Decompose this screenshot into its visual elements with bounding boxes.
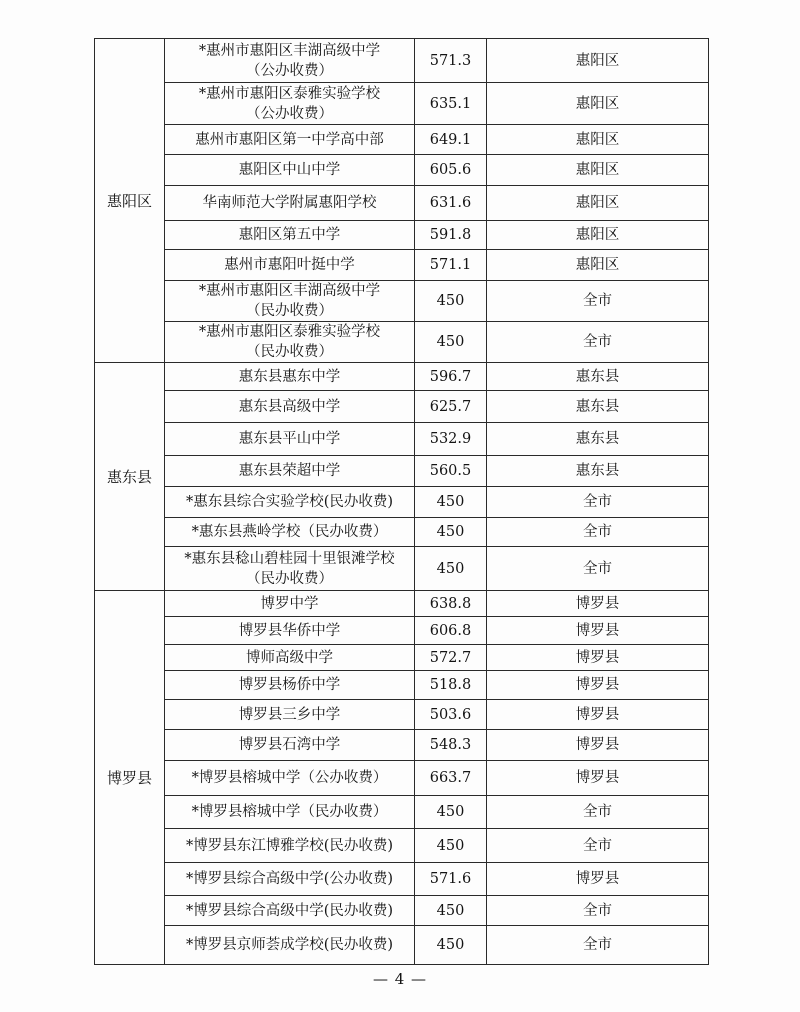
school-cell [165, 700, 415, 730]
table-row [95, 456, 709, 487]
school-cell [165, 591, 415, 617]
table-row [95, 896, 709, 926]
enrollment-scope-cell: 全市 [487, 322, 709, 363]
table-row [95, 125, 709, 155]
score-cell: 631.6 [415, 186, 487, 221]
enrollment-scope-cell: 博罗县 [487, 671, 709, 700]
enrollment-scope-cell: 全市 [487, 926, 709, 965]
score-cell: 450 [415, 829, 487, 863]
score-cell: 450 [415, 926, 487, 965]
school-name-line: 博罗中学 [260, 595, 319, 612]
score-cell: 605.6 [415, 155, 487, 186]
school-cell [165, 617, 415, 645]
table-row [95, 591, 709, 617]
enrollment-scope-cell: 惠阳区 [487, 125, 709, 155]
enrollment-scope-cell: 博罗县 [487, 761, 709, 796]
table-row [95, 39, 709, 83]
enrollment-scope-cell: 惠阳区 [487, 83, 709, 125]
school-name-line: 博罗县三乡中学 [238, 706, 341, 723]
school-name-line: *博罗县京师荟成学校(民办收费) [185, 937, 394, 953]
school-cell [165, 221, 415, 250]
score-cell: 450 [415, 547, 487, 591]
school-cell [165, 518, 415, 547]
school-cell [165, 322, 415, 363]
school-name-line: （民办收费） [246, 570, 333, 587]
school-cell [165, 645, 415, 671]
school-name-line: 博师高级中学 [246, 649, 333, 666]
school-cell [165, 281, 415, 322]
school-cell [165, 761, 415, 796]
table-row [95, 700, 709, 730]
enrollment-scope-cell: 全市 [487, 547, 709, 591]
table-row [95, 281, 709, 322]
enrollment-scope-cell: 惠阳区 [487, 39, 709, 83]
enrollment-scope-cell: 惠阳区 [487, 221, 709, 250]
school-cell [165, 125, 415, 155]
school-cell [165, 363, 415, 391]
school-cell [165, 250, 415, 281]
table-row [95, 221, 709, 250]
table-row [95, 730, 709, 761]
district-cell: 博罗县 [95, 591, 165, 965]
school-name-line: 惠州市惠阳区第一中学高中部 [195, 131, 384, 148]
score-cell: 591.8 [415, 221, 487, 250]
enrollment-scope-cell: 博罗县 [487, 617, 709, 645]
table-row [95, 423, 709, 456]
score-cell: 560.5 [415, 456, 487, 487]
enrollment-scope-cell: 惠东县 [487, 391, 709, 423]
school-name-line: （民办收费） [246, 303, 333, 319]
school-cell [165, 671, 415, 700]
school-name-line: *惠东县稔山碧桂园十里银滩学校 [184, 550, 395, 567]
district-cell: 惠东县 [95, 363, 165, 591]
school-cell [165, 39, 415, 83]
school-cell [165, 487, 415, 518]
enrollment-scope-cell: 博罗县 [487, 700, 709, 730]
score-cell: 450 [415, 518, 487, 547]
school-cell [165, 730, 415, 761]
table-row [95, 186, 709, 221]
school-name-line: 博罗县杨侨中学 [238, 677, 341, 693]
school-name-line: *惠州市惠阳区丰湖高级中学 [198, 42, 381, 59]
score-cell: 450 [415, 322, 487, 363]
table-row [95, 926, 709, 965]
school-name-line: 惠阳区第五中学 [238, 227, 341, 243]
school-name-line: *惠州市惠阳区泰雅实验学校 [198, 85, 381, 102]
page-number: — 4 — [372, 970, 428, 988]
score-cell: 450 [415, 487, 487, 518]
enrollment-scope-cell: 全市 [487, 281, 709, 322]
enrollment-scope-cell: 全市 [487, 518, 709, 547]
school-name-line: 惠东县惠东中学 [238, 368, 341, 385]
table-row [95, 518, 709, 547]
enrollment-scope-cell: 惠东县 [487, 456, 709, 487]
score-cell: 625.7 [415, 391, 487, 423]
school-name-line: （民办收费） [246, 344, 333, 360]
enrollment-scope-cell: 惠东县 [487, 423, 709, 456]
score-cell: 532.9 [415, 423, 487, 456]
school-name-line: *博罗县榕城中学（民办收费） [191, 804, 388, 820]
school-cell [165, 547, 415, 591]
table-row [95, 617, 709, 645]
school-cell [165, 186, 415, 221]
score-cell: 571.3 [415, 39, 487, 83]
table-row [95, 155, 709, 186]
school-name-line: 博罗县华侨中学 [238, 622, 341, 639]
table-row [95, 487, 709, 518]
school-name-line: *惠东县综合实验学校(民办收费) [185, 494, 394, 510]
table-row [95, 761, 709, 796]
school-name-line: *博罗县榕城中学（公办收费） [191, 770, 388, 786]
score-cell: 606.8 [415, 617, 487, 645]
school-name-line: *惠州市惠阳区丰湖高级中学 [198, 283, 381, 299]
school-cell [165, 423, 415, 456]
admission-score-table [94, 38, 709, 965]
enrollment-scope-cell: 博罗县 [487, 591, 709, 617]
school-name-line: （公办收费） [246, 62, 333, 79]
school-name-line: （公办收费） [246, 105, 333, 122]
enrollment-scope-cell: 惠东县 [487, 363, 709, 391]
table-row [95, 796, 709, 829]
table-row [95, 645, 709, 671]
enrollment-scope-cell: 惠阳区 [487, 155, 709, 186]
table-row [95, 322, 709, 363]
score-cell: 571.6 [415, 863, 487, 896]
enrollment-scope-cell: 全市 [487, 896, 709, 926]
district-cell: 惠阳区 [95, 39, 165, 363]
score-cell: 450 [415, 281, 487, 322]
school-cell [165, 155, 415, 186]
score-cell: 571.1 [415, 250, 487, 281]
school-cell [165, 391, 415, 423]
enrollment-scope-cell: 惠阳区 [487, 250, 709, 281]
score-cell: 663.7 [415, 761, 487, 796]
school-cell [165, 863, 415, 896]
school-name-line: 惠州市惠阳叶挺中学 [224, 257, 355, 273]
enrollment-scope-cell: 博罗县 [487, 645, 709, 671]
enrollment-scope-cell: 全市 [487, 829, 709, 863]
score-cell: 503.6 [415, 700, 487, 730]
school-name-line: 惠阳区中山中学 [238, 162, 341, 178]
school-name-line: 惠东县高级中学 [238, 398, 341, 415]
enrollment-scope-cell: 惠阳区 [487, 186, 709, 221]
table-row [95, 671, 709, 700]
school-cell [165, 829, 415, 863]
score-cell: 450 [415, 896, 487, 926]
table-row [95, 863, 709, 896]
table-row [95, 250, 709, 281]
table-row [95, 83, 709, 125]
table-body [95, 39, 709, 965]
enrollment-scope-cell: 博罗县 [487, 730, 709, 761]
table-row [95, 547, 709, 591]
school-name-line: *惠东县燕岭学校（民办收费） [191, 524, 388, 540]
school-cell [165, 456, 415, 487]
school-name-line: 华南师范大学附属惠阳学校 [202, 195, 377, 211]
school-name-line: *博罗县东江博雅学校(民办收费) [185, 837, 394, 854]
school-name-line: 博罗县石湾中学 [238, 737, 341, 753]
school-cell [165, 896, 415, 926]
score-cell: 635.1 [415, 83, 487, 125]
table-row [95, 391, 709, 423]
table-row [95, 363, 709, 391]
score-cell: 450 [415, 796, 487, 829]
school-name-line: 惠东县荣超中学 [238, 463, 341, 479]
score-cell: 518.8 [415, 671, 487, 700]
school-cell [165, 796, 415, 829]
score-cell: 649.1 [415, 125, 487, 155]
school-name-line: 惠东县平山中学 [238, 431, 341, 447]
score-cell: 548.3 [415, 730, 487, 761]
enrollment-scope-cell: 博罗县 [487, 863, 709, 896]
school-cell [165, 83, 415, 125]
enrollment-scope-cell: 全市 [487, 796, 709, 829]
school-name-line: *博罗县综合高级中学(民办收费) [185, 902, 394, 919]
table-row [95, 829, 709, 863]
score-cell: 572.7 [415, 645, 487, 671]
enrollment-scope-cell: 全市 [487, 487, 709, 518]
school-name-line: *惠州市惠阳区泰雅实验学校 [198, 324, 381, 340]
school-cell [165, 926, 415, 965]
school-name-line: *博罗县综合高级中学(公办收费) [185, 871, 394, 887]
score-cell: 596.7 [415, 363, 487, 391]
score-cell: 638.8 [415, 591, 487, 617]
